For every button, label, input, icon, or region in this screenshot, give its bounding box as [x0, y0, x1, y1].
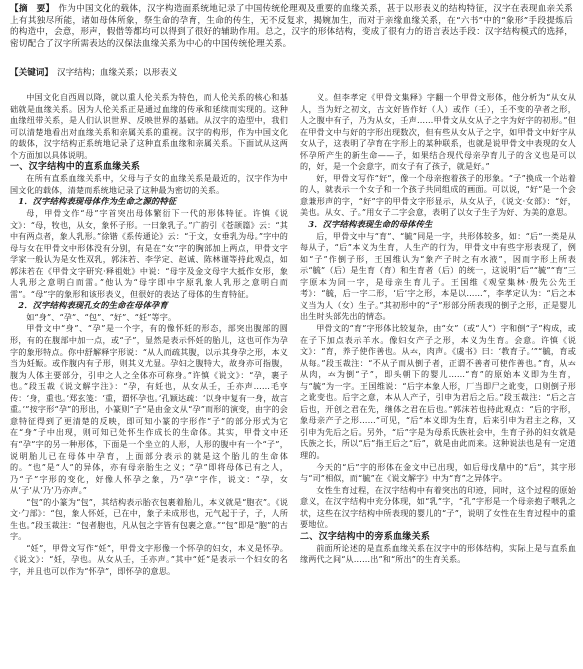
paragraph: 好，甲骨文写作“好”，像一个母亲抱着孩子的形象。“子”换成一个站着的人，就表示一个女子和一个孩子共同组成的画面。可以说，“好”是一个会意兼形声的字，“好”字的甲骨文字形显示，从女从子，《说文·女部》：“好，美也。从女、子。”用女子二字会意，表明了以女子生子为好、为美的意思。: [300, 172, 576, 218]
paragraph: 前面所论述的是直系血缘关系在汉字中的形体结构，实际上是与直系血缘两代之间“从……出”和“所出”的生育关系。: [300, 542, 576, 565]
keywords-text: 汉字结构；血缘关系；以形表义: [56, 68, 178, 78]
paragraph: 甲骨文中“身”、“孕”是一个字，有的像怀妊的形态，部突出腹部的圆形，有的在腹部中加一点，或“子”，显然是表示怀妊的胎儿，这也可作为孕字的象形特点。你中舒解释字形说：“从人而疏其腹，以示其身孕之形，本义当为妊娠。或作腹内有子形，则其义尤显。孕妇之腹特大，故身亦可指腹，腹为人体主要部分，引申之人之全体亦可称身。”许慎《说文》：“孕，裹子也。”段玉裁《说文解字注》：“孕，有妊也，从女从壬，壬亦声……毛亨传：‘身，重也。’郑玄笺：‘重，谓怀孕也。’孔颖达疏：‘以身中复有一身，故言重。’”按字形“孕”的形出，小篆则“子”是由金文从“孕”而形的演变，由字的会意特征得到了更清楚的反映，即可知小篆的字形作“子”的部分形式为它在“身”子中出现，则可知已处怀生作成长的生命体。其实，甲骨文中还有“孕”字的另一种形体，下面是一个坐立的人形，人形的腹中有一个“子”，说明胎儿已在母体中孕育，上面部分表示的就是这个胎儿的生命体的。“也”是“人”的异体，亦有母亲胎生之义；“孕”即将母体已有之人，乃“子”字形的变化，好像人怀孕之象，乃“孕”字作，说文：“孕，女从‘子’从‘乃’乃亦声。”: [10, 323, 288, 496]
left-column: [10, 92, 288, 578]
paragraph: 在所有直系血缘关系中，父母与子女的血缘关系是最近的，汉字作为中国文化的载体，清楚而系统地记录了这种最为密切的关系。: [10, 173, 288, 195]
paragraph: 母，甲骨文作“母”字首突出母体繁衍下一代的形体特征。许慎《说文》：“母，牧也，从女，象怀子形。一曰象乳子。”广韵引《苍颉篇》云：“其中有两点者，象人乳形。”徐锴《系传通论》云：“于文，女垂乳为母。”字中的母与女在甲骨文中形体没有分别，有是在“女”字的胸部加上两点，甲骨文字学家一般认为是女性双乳，郭沫若、李学定、赵诚、陈林谨等持此观点，如郭沫若在《甲骨文字研究·释祖妣》中说：“母字及金文母字大抵作女形，象人乳形之意明白而雷。”他认为“母字即中字原乳象人乳形之意明白而雷”。“母”字的象形和该形表义，但很好的表达了母体的生育特征。: [10, 207, 288, 299]
section-heading: 3．汉字结构表现生命的母体传生: [308, 219, 433, 230]
paragraph: 中国文化自西周以降，就以重人伦关系为特色，而人伦关系的核心和基础就是血缘关系。因为人伦关系正是通过血缘的传承和延续而实现的。这种血缘纽带关系，是人们认识世界、反映世界的基础。从汉字的造型中，我们可以清楚地看出对血缘关系和亲属关系的重视。汉字的构形，作为中国文化的载体，汉字结构正系统地记录了这种直系血缘和亲属关系。下面试从这两个方面加以具体说明。: [10, 92, 288, 160]
abstract-text: 作为中国文化的载体，汉字构造面系统地记录了中国传统伦理观及重要的血缘关系，甚于以形表义的结构特征，汉字在表现血亲关系上有其独尽所能，诸如母体所象，祭生命的孕育，生命的传生，无不反复求，揭婉加生，而对于亲缘血缘关系，在“六书”中的“象形”手段提炼后的构造中，会意，形声，假借等都均可以得到了很好的辅助作用。总之，汉字的形体结构，变成了很有力的语言表达手段：汉字结构模式的选择，密切配合了汉字所需表达的汉保法血缘关系为中心的中国传统伦理关系。: [10, 4, 573, 49]
abstract-label: 【摘 要】: [10, 4, 55, 14]
section-heading: 一、汉字结构中的直系血缘关系: [10, 162, 141, 173]
paragraph: 甲骨文的“育”字形体比较复杂，由“女”（或“人”）字和倒“子”构成，或在子下加点表示羊水。像妇女产子之形，本义为生育。会意。许慎《说文》：“育，养子使作善也。从𠫓，肉声。《虞书》曰：‘教育子。’”“毓，育或从每。”段玉裁注：“不从子而从倒子者，正谓不善者可使作善也。”育，从𠫓从肉，𠫓为倒“子”，即头朝下的婴儿……“育”的原始本义即为生育，与“毓”为一字。王国维说：“后字本象人形，厂当即尸之讹变，口则倒子形之讹变也。后字之意，本从人产子，引申为君后之后。”段玉裁注：“后之言后也，开创之君在先，继体之君在后也。”郭沫若也持此观点：“后的字形，象母亲产子之形……”可见，“后”本义即为生育，后来引申为君主之称，又引申为先后之后。另外，“后”字是为母系氏族社会中，生育子孙的妇女就是氏族之长，所以“后”指王后之“后”，就是由此而来。这种说法也是有一定道理的。: [300, 322, 576, 460]
abstract: [10, 4, 573, 50]
section-heading: 2．汉字结构表现孔女的生命在母体孕育: [18, 300, 168, 311]
paragraph: 如“身”、“孕”、“包”、“好”、“妊”等字。: [26, 311, 177, 322]
paragraph: 后，甲骨文中与“育”、“毓”同是一字，共形体较多，如：“后”一类是从每从子，“后”本义为生育，人生产的行为，甲骨文中有些字形表现了，例如“子”作倒子形，王国维认为“象产子时之有水液”，因而字形上所表示“毓”（后）是生育（育）和生育者（后）的统一，这说明“后”“毓”“育”三字原本为同一字，是母亲生育儿子。王国维《观堂集林·殷先公先王考》：“毓，后一字二形，‘后’字之形，本是以……”，李孝定认为：“后之本义当为人（女）生子。”其初形中的“子”形部分所表现的倒子之形，正是婴儿出生时头部先出的情态。: [300, 230, 576, 322]
section-heading: 二、汉字结构中的旁系血缘关系: [300, 531, 431, 542]
right-column: [300, 92, 576, 566]
keywords-label: 【关键词】: [10, 68, 53, 78]
paragraph: 今天的“后”字的形体在金文中已出现，如后母戊鼎中的“后”，其字形与“司”相似，而“毓”在《说文解字》中为“育”之异体字。: [300, 461, 576, 484]
paragraph: “包”的小篆为“包”，其结构表示胎衣包裹着胎儿，本义就是“胞衣”。《说文·勹部》：“包，象人怀妊，已在中，象子未成形也，元气起于子，子，人所生也。”段玉裁注：“包者胞也，凡从包之字皆有包裹之意。”“包”即是“胞”的古字。: [10, 496, 288, 542]
paragraph: 女性生育过程，在汉字结构中有着突出的印迹，同时，这个过程的原始意义，在汉字结构中充分体现，如“乳”字，“孔”字形是一个母亲抱子喂乳之状，这些在汉字结构中所表现的婴儿的“子”，说明了女性在生育过程中的重要地位。: [300, 484, 576, 530]
keywords: [10, 68, 573, 80]
paragraph: 义。但李孝定《甲骨文集释》字翻一个甲骨文形体，他分析为“从女从人，当为好之初文，古文好皆作好（人）或作（壬），壬不变的孕者之形，人之腹中有子，乃为从女，壬声……甲骨文从女从子之字为好字的初形。”但在甲骨文中与好的字形出现数次，但有些从女从子之字，如甲骨文中好字从女从子，这表明了孕育在字形上的某种联系，也就是说甲骨文中表现的女人怀孕所产生的新生命——子，如果结合现代母亲孕育儿子的含义也是可以的，好，是一个会意字，而女子有了孩子，就是好。”: [300, 92, 576, 172]
paragraph: “妊”，甲骨文写作“妊”，甲骨文字形像一个怀孕的妇女，本义是怀孕。《说文》：“妊，孕也。从女从壬，壬亦声。”其中“妊”是表示一个妇女的名字，并且也可以作为“怀孕”，即怀孕的意思。: [10, 542, 288, 576]
section-heading: 1．汉字结构表现母体作为生命之源的特征: [18, 196, 177, 207]
